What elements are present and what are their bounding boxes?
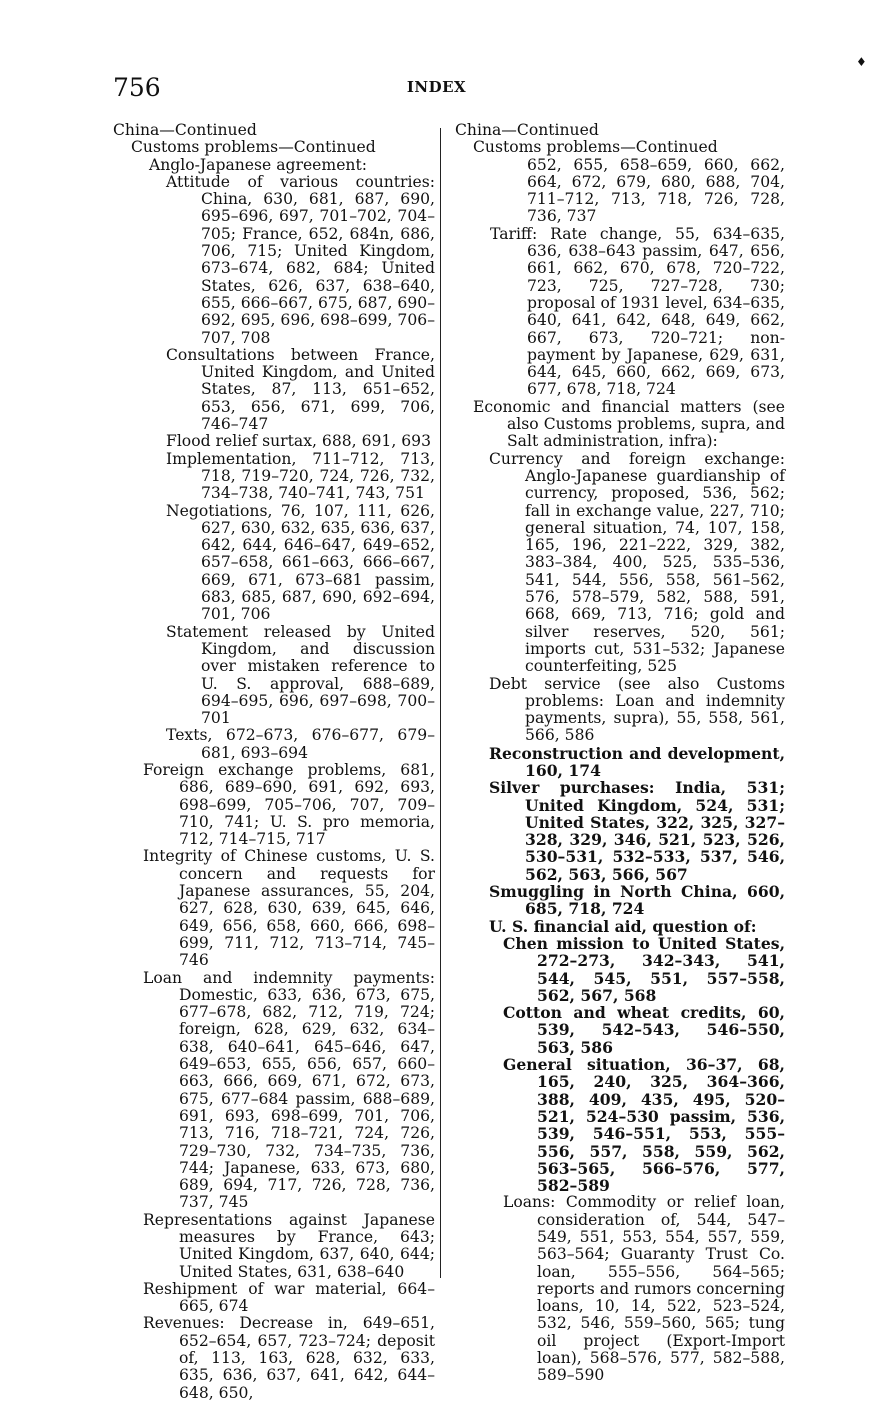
index-entry: Currency and foreign exchange: Anglo-Japanese guardianship of currency, proposed, 536, 562; fall in exchange value, 227, 710; general situation, 74, 107, 158, 165, 196, 221–222, 329, 382, 383–384, 400, 525, 535–536, 541, 544, 556, 558, 561–562, 576, 578–579, 582, 588, 591, 668, 669, 713, 716; gold and silver reserves, 520, 561; imports cut, 531–532; Japanese counterfeiting, 525 [489,449,785,676]
index-entry: Implementation, 711–712, 713, 718, 719–720, 724, 726, 732, 734–738, 740–741, 743, 751 [166,449,435,503]
index-entry: Cotton and wheat credits, 60, 539, 542–543, 546–550, 563, 586 [503,1003,785,1057]
index-entry: Loans: Commodity or relief loan, consideration of, 544, 547–549, 551, 553, 554, 557, 559, 563–564; Guaranty Trust Co. loan, 555–556, 564–565; reports and rumors concerning loans, 10, 14, 522, 523–524, 532, 546, 559–560, 565; tung oil project (Export-Import loan), 568–576, 577, 582–588, 589–590 [503,1193,785,1385]
column-divider [440,128,441,1278]
index-entry: Flood relief surtax, 688, 691, 693 [166,432,432,451]
index-subheading: Customs problems—Continued [131,138,376,157]
index-subheading: Economic and financial matters (see also Customs problems, supra, and Salt administration, infra): [473,397,785,451]
index-entry: Attitude of various countries: China, 630, 681, 687, 690, 695–696, 697, 701–702, 704–705; France, 652, 684n, 686, 706, 715; United Kingdom, 673–674, 682, 684; United States, 626, 637, 638–640, 655, 666–667, 675, 687, 690–692, 695, 696, 698–699, 706–707, 708 [166,172,435,347]
index-entry: Silver purchases: India, 531; United Kingdom, 524, 531; United States, 322, 325, 327–328, 329, 346, 521, 523, 526, 530–531, 532–533, 537, 546, 562, 563, 566, 567 [489,778,785,884]
index-entry: Texts, 672–673, 676–677, 679–681, 693–694 [166,726,435,762]
index-entry: Debt service (see also Customs problems: Loan and indemnity payments, supra), 55, 558, 561, 566, 586 [489,674,785,745]
index-entry: Reshipment of war material, 664–665, 674 [143,1279,435,1316]
corner-mark: ♦ [856,55,867,69]
index-heading: China—Continued [113,121,257,139]
index-entry-continued: 652, 655, 658–659, 660, 662, 664, 672, 679, 680, 688, 704, 711–712, 713, 718, 726, 728, 736, 737 [527,155,785,226]
running-head: INDEX [406,78,467,96]
index-subheading: U. S. financial aid, question of: [489,916,757,936]
index-entry: Statement released by United Kingdom, and discussion over mistaken reference to U. S. approval, 688–689, 694–695, 696, 697–698, 700–701 [166,622,435,728]
index-entry: Negotiations, 76, 107, 111, 626, 627, 630, 632, 635, 636, 637, 642, 644, 646–647, 649–652, 657–658, 661–663, 666–667, 669, 671, 673–681 passim, 683, 685, 687, 690, 692–694, 701, 706 [166,501,435,624]
left-column [113,122,435,1402]
index-entry: Smuggling in North China, 660, 685, 718, 724 [489,882,785,919]
index-entry: Chen mission to United States, 272–273, 342–343, 541, 544, 545, 551, 557–558, 562, 567, 568 [503,933,785,1005]
page-number: 756 [113,73,161,102]
index-heading: China—Continued [455,121,599,139]
index-entry: Loan and indemnity payments: Domestic, 633, 636, 673, 675, 677–678, 682, 712, 719, 724; foreign, 628, 629, 632, 634–638, 640–641, 645–646, 647, 649–653, 655, 656, 657, 660–663, 666, 669, 671, 672, 673, 675, 677–684 passim, 688–689, 691, 693, 698–699, 701, 706, 713, 716, 718–721, 724, 726, 729–730, 732, 734–735, 736, 744; Japanese, 633, 673, 680, 689, 694, 717, 726, 728, 736, 737, 745 [143,968,435,1212]
index-entry: Reconstruction and development, 160, 174 [489,743,785,780]
index-entry: Foreign exchange problems, 681, 686, 689–690, 691, 692, 693, 698–699, 705–706, 707, 709–710, 741; U. S. pro memoria, 712, 714–715, 717 [143,760,435,849]
index-entry: Representations against Japanese measures by France, 643; United Kingdom, 637, 640, 644; United States, 631, 638–640 [143,1210,435,1281]
right-column [455,122,785,1385]
index-entry: Integrity of Chinese customs, U. S. concern and requests for Japanese assurances, 55, 204, 627, 628, 630, 639, 645, 646, 649, 656, 658, 660, 666, 698–699, 711, 712, 713–714, 745–746 [143,847,435,970]
index-subheading: Anglo-Japanese agreement: [149,155,367,174]
index-entry: Tariff: Rate change, 55, 634–635, 636, 638–643 passim, 647, 656, 661, 662, 670, 678, 720–722, 723, 725, 727–728, 730; proposal of 1931 level, 634–635, 640, 641, 642, 648, 649, 662, 667, 673, 720–721; non-payment by Japanese, 629, 631, 644, 645, 660, 662, 669, 673, 677, 678, 718, 724 [490,224,785,399]
index-entry: General situation, 36–37, 68, 165, 240, 325, 364–366, 388, 409, 435, 495, 520–521, 524–530 passim, 536, 539, 546–551, 553, 555–556, 557, 558, 559, 562, 563–565, 566–576, 577, 582–589 [503,1055,785,1196]
index-entry: Revenues: Decrease in, 649–651, 652–654, 657, 723–724; deposit of, 113, 163, 628, 632, 633, 635, 636, 637, 641, 642, 644–648, 650, [143,1314,435,1402]
index-entry: Consultations between France, United Kingdom, and United States, 87, 113, 651–652, 653, 656, 671, 699, 706, 746–747 [166,345,435,434]
index-subheading: Customs problems—Continued [473,138,718,157]
